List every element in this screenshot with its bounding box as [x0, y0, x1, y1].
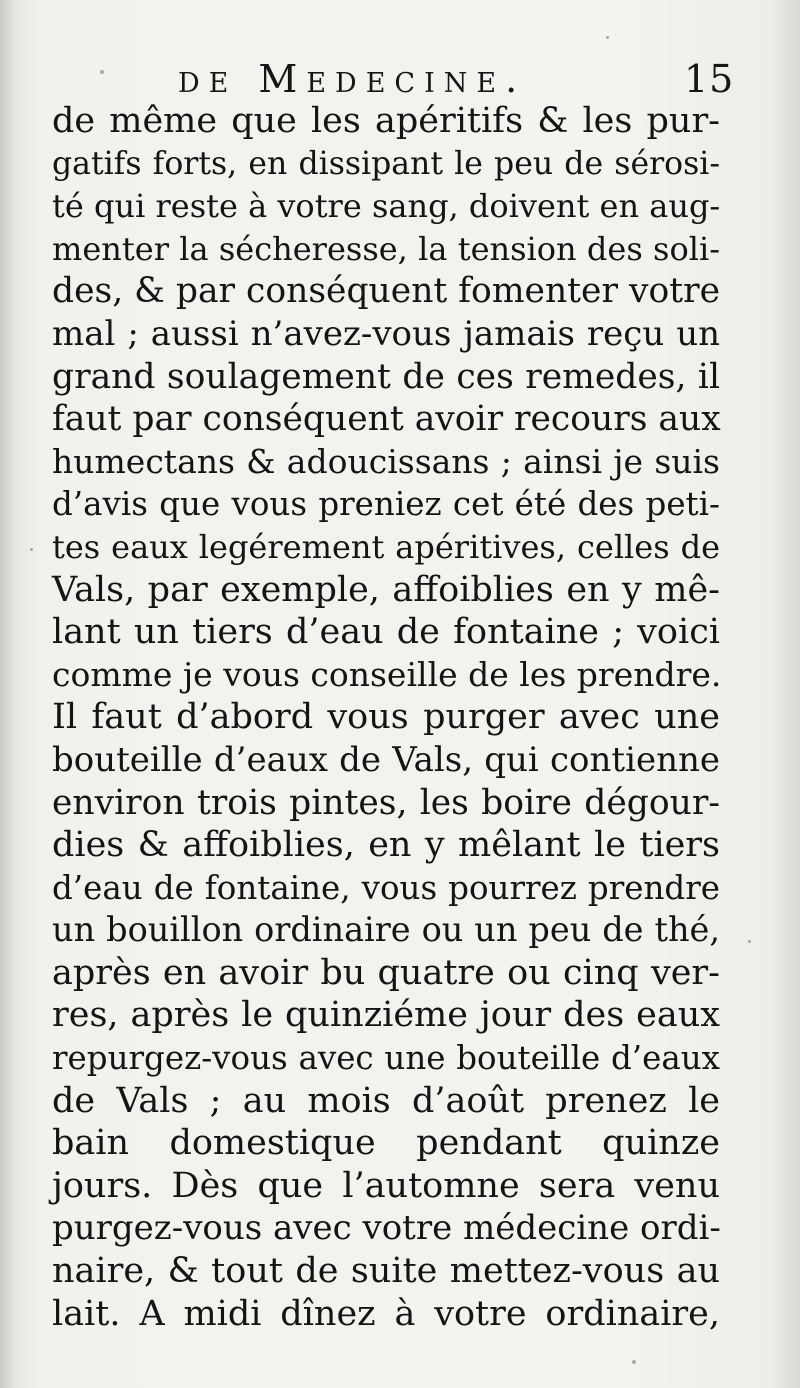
text-line: jours. Dès que l’automne sera venu [52, 1165, 720, 1206]
text-line: dies & affoiblies, en y mêlant le tiers [52, 825, 720, 866]
paper-speck [30, 548, 33, 551]
text-line: humectans & adoucissans ; ainsi je suis [52, 441, 720, 481]
body-text [52, 100, 720, 1335]
text-line: naire, & tout de suite mettez-vous au [52, 1251, 720, 1292]
text-line: d’avis que vous preniez cet été des peti- [52, 485, 720, 524]
text-line: lant un tiers d’eau de fontaine ; voici [52, 612, 720, 653]
text-line: un bouillon ordinaire ou un peu de thé, [52, 910, 720, 950]
text-line: bouteille d’eaux de Vals, qui contienne [52, 739, 720, 780]
running-head: de Medecine. [178, 57, 527, 101]
page-number: 15 [684, 57, 735, 101]
text-line: lait. A midi dînez à votre ordinaire, [52, 1293, 720, 1334]
text-line: grand soulagement de ces remedes, il [52, 356, 720, 397]
text-line: menter la sécheresse, la tension des soli- [52, 229, 720, 268]
paper-speck [606, 36, 609, 39]
text-line: res, après le quinziéme jour des eaux [52, 995, 720, 1036]
text-line: té qui reste à votre sang, doivent en aug- [52, 187, 721, 226]
paper-speck [100, 70, 104, 74]
text-line: tes eaux legérement apéritives, celles de [52, 527, 720, 566]
text-line: comme je vous conseille de les prendre. [52, 654, 722, 694]
text-line: mal ; aussi n’avez-vous jamais reçu un [52, 313, 720, 354]
text-line: Vals, par exemple, affoiblies en y mê- [52, 569, 720, 610]
paper-speck [748, 940, 751, 943]
text-line: Il faut d’abord vous purger avec une [52, 697, 720, 738]
text-line: de Vals ; au mois d’août prenez le [52, 1080, 720, 1121]
text-line: environ trois pintes, les boire dégour- [52, 782, 720, 823]
text-line: après en avoir bu quatre ou cinq ver- [52, 952, 720, 993]
paper-speck [632, 1360, 636, 1364]
text-line: faut par conséquent avoir recours aux [52, 399, 721, 440]
text-line: gatifs forts, en dissipant le peu de sérosi- [52, 145, 720, 182]
text-line: des, & par conséquent fomenter votre [52, 271, 720, 312]
text-line: purgez-vous avec votre médecine ordi- [52, 1208, 721, 1249]
text-line: d’eau de fontaine, vous pourrez prendre [52, 868, 720, 907]
text-line: de même que les apéritifs & les pur- [52, 101, 720, 141]
text-line: bain domestique pendant quinze [52, 1123, 720, 1164]
text-line: repurgez-vous avec une bouteille d’eaux [52, 1039, 720, 1078]
